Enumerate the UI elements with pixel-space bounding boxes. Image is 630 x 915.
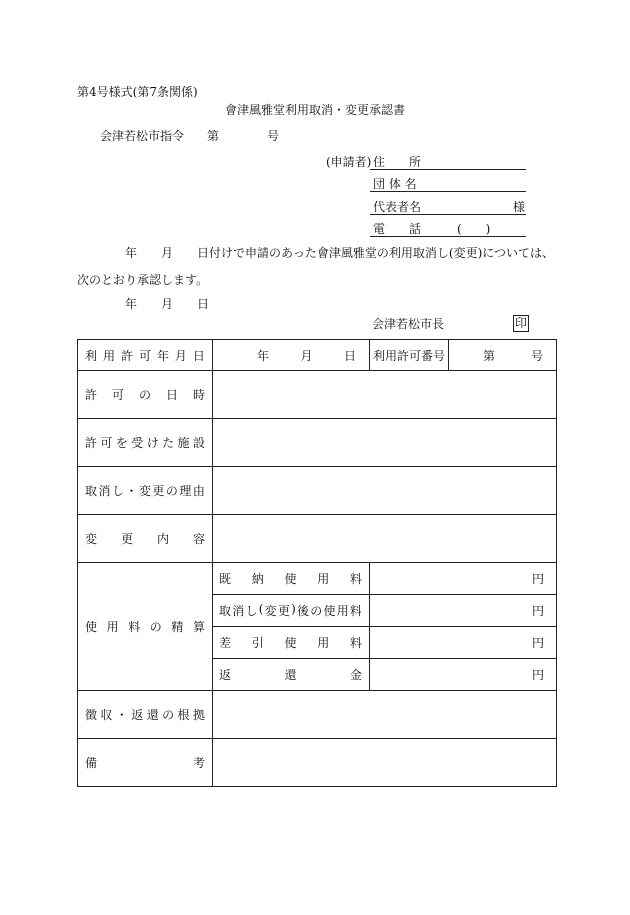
approval-year: 年: [125, 297, 138, 311]
fee-row-3-amount: [370, 659, 557, 691]
remarks-label-text: 備 考: [85, 756, 205, 770]
change-value: [213, 515, 557, 563]
fee-row-3-label: [213, 659, 370, 691]
fee-row-1-amount: [370, 595, 557, 627]
basis-label-text: 徴 収 ・ 返 還 の 根 拠: [85, 708, 205, 722]
table-row: [78, 340, 557, 371]
directive-prefix: 会津若松市指令: [100, 129, 185, 143]
fee-row-3-text: 返 還 金: [219, 668, 363, 682]
reason-label-text: 取 消 し ・ 変 更 の 理 由: [85, 484, 205, 498]
table-row: [78, 419, 557, 467]
body-year: 年: [125, 246, 138, 260]
permit-date-value: [213, 340, 370, 371]
approval-table: [77, 339, 557, 787]
document-title: 會津風雅堂利用取消・変更承認書: [225, 103, 406, 117]
signer-title: 会津若松市長: [372, 317, 445, 331]
reason-value: [213, 467, 557, 515]
facility-value: [213, 419, 557, 467]
address-line: [370, 169, 526, 170]
change-label-text: 変 更 内 容: [85, 532, 205, 546]
fee-row-0-label: [213, 563, 370, 595]
representative-label: 代表者名: [373, 200, 422, 214]
org-name-label: 団 体 名: [373, 177, 417, 191]
body-line-1: 日付けで申請のあった會津風雅堂の利用取消し(変更)については、: [197, 246, 555, 260]
table-row: [78, 515, 557, 563]
permit-number-label-text: 利用許可番号: [373, 348, 446, 363]
permit-number-value: [449, 340, 557, 371]
change-label: [78, 515, 213, 563]
datetime-label: [78, 371, 213, 419]
directive-dai: 第: [207, 129, 220, 143]
yen-unit: 円: [532, 668, 545, 682]
facility-label-text: 許 可 を 受 け た 施 設: [85, 436, 205, 450]
table-row: [78, 691, 557, 739]
fee-row-0-text: 既 納 使 用 料: [219, 572, 363, 586]
seal-mark: 印: [514, 316, 527, 330]
phone-label: 電 話: [373, 222, 422, 236]
fee-row-2-text: 差 引 使 用 料: [219, 636, 363, 650]
permit-date-year: 年: [257, 348, 270, 363]
permit-date-label: [78, 340, 213, 371]
yen-unit: 円: [532, 636, 545, 650]
permit-date-label-text: 利 用 許 可 年 月 日: [85, 348, 205, 363]
org-name-line: [370, 191, 526, 192]
yen-unit: 円: [532, 604, 545, 618]
datetime-value: [213, 371, 557, 419]
fee-row-2-amount: [370, 627, 557, 659]
address-label: 住 所: [373, 155, 422, 169]
form-number: 第4号様式(第7条関係): [77, 85, 198, 99]
facility-label: [78, 419, 213, 467]
fee-label-text: 使 用 料 の 精 算: [85, 620, 205, 634]
body-line-2: 次のとおり承認します。: [77, 273, 209, 287]
datetime-label-text: 許 可 の 日 時: [85, 388, 205, 402]
fee-row-1-label: [213, 595, 370, 627]
yen-unit: 円: [532, 572, 545, 586]
remarks-value: [213, 739, 557, 787]
table-row: [78, 371, 557, 419]
basis-value: [213, 691, 557, 739]
table-row: [78, 467, 557, 515]
basis-label: [78, 691, 213, 739]
permit-number-go: 号: [531, 348, 544, 363]
phone-line: [370, 236, 526, 237]
table-row: [78, 739, 557, 787]
permit-date-month: 月: [300, 348, 313, 363]
approval-day: 日: [197, 297, 210, 311]
representative-line: [370, 214, 526, 215]
reason-label: [78, 467, 213, 515]
fee-row-0-amount: [370, 563, 557, 595]
table-row: [78, 563, 557, 595]
permit-number-dai: 第: [483, 348, 496, 363]
phone-parentheses: ( ): [457, 222, 491, 236]
approval-month: 月: [161, 297, 174, 311]
permit-number-label: [370, 340, 449, 371]
applicant-label: (申請者): [326, 155, 372, 169]
sama-suffix: 様: [513, 200, 526, 214]
fee-label: [78, 563, 213, 691]
body-month: 月: [161, 246, 174, 260]
directive-go: 号: [267, 129, 280, 143]
remarks-label: [78, 739, 213, 787]
fee-row-2-label: [213, 627, 370, 659]
permit-date-day: 日: [344, 348, 357, 363]
fee-row-1-text: 取 消 し ( 変 更 ) 後 の 使 用 料: [219, 602, 362, 618]
